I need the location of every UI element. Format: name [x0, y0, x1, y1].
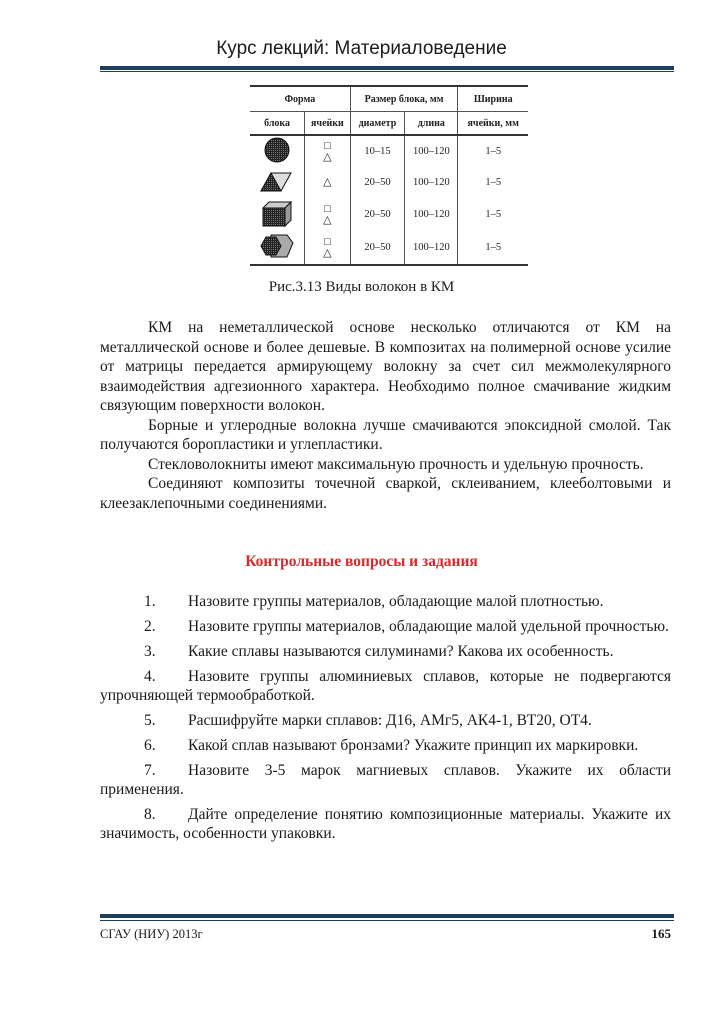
table-row — [250, 167, 528, 198]
header-form: Форма — [250, 86, 350, 112]
subheader-width-unit: ячейки, мм — [458, 112, 528, 136]
paragraph: Стекловолокниты имеют максимальную прочность и удельную прочность. — [148, 455, 644, 473]
width-value: 1–5 — [458, 167, 528, 198]
footer-rule-thin — [100, 920, 674, 921]
list-item: 2. Назовите группы материалов, обладающие малой удельной прочностью. — [144, 618, 669, 635]
cell-shape-icons: □ △ — [305, 231, 351, 265]
square-prism-block-icon — [250, 198, 305, 231]
figure-caption: Рис.3.13 Виды волокон в КМ — [268, 279, 455, 295]
paragraph: КМ на неметаллической основе несколько отличаются от КМ на металлической основе и более дешевые. В композитах на полимерной основе усилие от матрицы передается армирующему волокну за счет сил межмолекулярного взаимодействия адгезионного характера. Необходимо полное смачивание жидким связующим поверхности волокон. — [100, 319, 671, 414]
width-value: 1–5 — [458, 135, 528, 167]
length-value: 100–120 — [405, 135, 458, 167]
cell-shape-icons: □ △ — [305, 198, 351, 231]
paragraph: Борные и углеродные волокна лучше смачиваются эпоксидной смолой. Так получаются боропластики и углепластики. — [100, 416, 671, 453]
triangular-prism-block-icon — [250, 167, 305, 198]
paragraph: Соединяют композиты точечной сваркой, склеиванием, клееболтовыми и клеезаклепочными соединениями. — [100, 475, 671, 512]
length-value: 100–120 — [405, 231, 458, 265]
questions-list — [100, 592, 671, 849]
header-rule-thin — [100, 71, 674, 72]
list-item: 5. Расшифруйте марки сплавов: Д16, АМг5, АК4-1, ВТ20, ОТ4. — [144, 712, 592, 729]
page-header-title: Курс лекций: Материаловедение — [216, 38, 507, 59]
table-row — [250, 198, 528, 231]
cell-shape-icons: □ △ — [305, 135, 351, 167]
header-rule — [100, 66, 674, 70]
body-text — [100, 318, 671, 513]
list-item: 1. Назовите группы материалов, обладающие малой плотностью. — [144, 593, 604, 610]
footer-org-year: СГАУ (НИУ) 2013г — [100, 927, 203, 941]
subheader-diameter: диаметр — [350, 112, 405, 136]
length-value: 100–120 — [405, 198, 458, 231]
table-row — [250, 231, 528, 265]
cell-shape-icons: △ — [305, 167, 351, 198]
fiber-types-table — [250, 85, 528, 266]
header-size: Размер блока, мм — [350, 86, 458, 112]
circle-block-icon — [250, 135, 305, 167]
subheader-cell: ячейки — [305, 112, 351, 136]
diameter-value: 20–50 — [350, 198, 405, 231]
footer-rule — [100, 914, 674, 918]
diameter-value: 20–50 — [350, 167, 405, 198]
length-value: 100–120 — [405, 167, 458, 198]
page-number: 165 — [651, 926, 671, 941]
subheader-length: длина — [405, 112, 458, 136]
subheader-block: блока — [250, 112, 305, 136]
list-item: 7. Назовите 3-5 марок магниевых сплавов. Укажите их области применения. — [100, 762, 671, 798]
list-item: 6. Какой сплав называют бронзами? Укажите принцип их маркировки. — [144, 737, 639, 754]
list-item: 8. Дайте определение понятию композиционные материалы. Укажите их значимость, особенности упаковки. — [100, 806, 671, 842]
section-title: Контрольные вопросы и задания — [245, 553, 478, 570]
table-row — [250, 135, 528, 167]
diameter-value: 10–15 — [350, 135, 405, 167]
list-item: 4. Назовите группы алюминиевых сплавов, которые не подвергаются упрочняющей термообработкой. — [100, 668, 671, 704]
list-item: 3. Какие сплавы называются силуминами? Какова их особенность. — [144, 643, 614, 660]
header-width: Ширина — [458, 86, 528, 112]
diameter-value: 20–50 — [350, 231, 405, 265]
width-value: 1–5 — [458, 198, 528, 231]
hexagonal-prism-block-icon — [250, 231, 305, 265]
width-value: 1–5 — [458, 231, 528, 265]
